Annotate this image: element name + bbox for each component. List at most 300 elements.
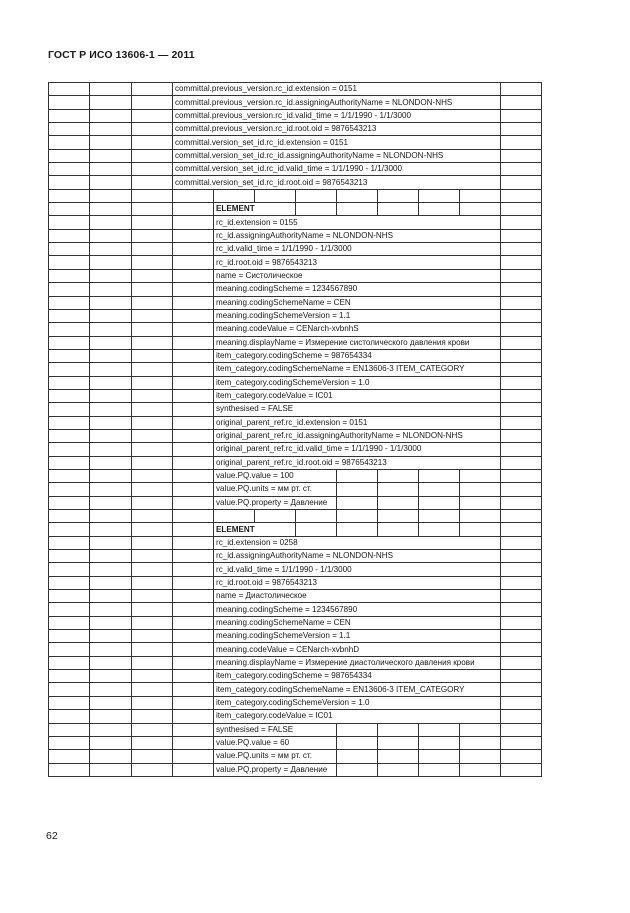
table-cell xyxy=(501,590,542,603)
table-cell xyxy=(90,323,132,336)
table-cell xyxy=(49,216,90,229)
table-cell xyxy=(501,416,542,429)
table-row xyxy=(49,283,542,296)
table-cell xyxy=(501,736,542,749)
table-cell xyxy=(173,710,214,723)
table-cell xyxy=(337,510,378,523)
table-cell xyxy=(90,309,132,322)
table-cell xyxy=(501,523,542,536)
table-cell-text: rc_id.assigningAuthorityName = NLONDON-NHS xyxy=(214,229,501,242)
table-cell xyxy=(419,189,460,202)
table-cell xyxy=(255,189,296,202)
table-cell xyxy=(90,550,132,563)
table-cell xyxy=(90,83,132,96)
table-cell xyxy=(49,603,90,616)
table-cell xyxy=(501,563,542,576)
table-row xyxy=(49,176,542,189)
table-cell xyxy=(90,656,132,669)
table-cell xyxy=(419,523,460,536)
table-cell xyxy=(378,723,419,736)
table-cell xyxy=(173,216,214,229)
table-cell-text: meaning.displayName = Измерение диастолического давления крови xyxy=(214,656,501,669)
table-cell xyxy=(173,269,214,282)
table-cell xyxy=(90,443,132,456)
table-cell xyxy=(132,203,173,216)
table-row xyxy=(49,643,542,656)
table-cell xyxy=(501,750,542,763)
table-cell xyxy=(337,750,378,763)
table-cell xyxy=(49,363,90,376)
table-cell xyxy=(90,456,132,469)
data-table xyxy=(48,82,542,777)
table-cell xyxy=(173,203,214,216)
document-header: ГОСТ Р ИСО 13606-1 — 2011 xyxy=(48,49,195,61)
table-cell xyxy=(132,283,173,296)
table-cell xyxy=(173,656,214,669)
table-cell xyxy=(173,643,214,656)
table-cell xyxy=(132,536,173,549)
table-cell xyxy=(132,189,173,202)
table-row xyxy=(49,256,542,269)
table-row xyxy=(49,630,542,643)
table-cell-text: rc_id.root.oid = 9876543213 xyxy=(214,256,501,269)
table-cell xyxy=(173,496,214,509)
table-cell xyxy=(132,229,173,242)
table-cell xyxy=(173,189,214,202)
table-cell-text: committal.version_set_id.rc_id.valid_time = 1/1/1990 - 1/1/3000 xyxy=(173,163,501,176)
table-cell xyxy=(337,723,378,736)
table-cell-text: committal.previous_version.rc_id.valid_time = 1/1/1990 - 1/1/3000 xyxy=(173,109,501,122)
table-cell xyxy=(378,189,419,202)
table-cell xyxy=(419,510,460,523)
table-cell xyxy=(132,336,173,349)
table-cell xyxy=(173,630,214,643)
table-cell xyxy=(49,403,90,416)
table-row xyxy=(49,163,542,176)
table-cell-text: value.PQ.units = мм рт. ст. xyxy=(214,750,337,763)
table-row xyxy=(49,269,542,282)
table-cell xyxy=(173,309,214,322)
table-cell xyxy=(132,670,173,683)
table-cell xyxy=(132,469,173,482)
table-cell-text: value.PQ.units = мм рт. ст. xyxy=(214,483,337,496)
table-cell xyxy=(173,456,214,469)
table-cell xyxy=(173,536,214,549)
table-cell xyxy=(90,536,132,549)
table-cell xyxy=(49,763,90,776)
table-cell xyxy=(90,429,132,442)
table-cell xyxy=(460,723,501,736)
table-cell xyxy=(132,296,173,309)
table-cell xyxy=(173,510,214,523)
table-cell-text: name = Диастолическое xyxy=(214,590,501,603)
table-cell xyxy=(173,670,214,683)
table-cell xyxy=(378,469,419,482)
table-cell xyxy=(296,523,337,536)
table-cell xyxy=(132,443,173,456)
table-cell xyxy=(49,176,90,189)
table-cell xyxy=(173,256,214,269)
table-cell xyxy=(460,736,501,749)
table-cell xyxy=(460,203,501,216)
table-row xyxy=(49,576,542,589)
table-cell xyxy=(132,456,173,469)
table-row xyxy=(49,496,542,509)
table-cell xyxy=(90,216,132,229)
table-cell xyxy=(49,309,90,322)
table-cell xyxy=(49,469,90,482)
table-cell xyxy=(173,616,214,629)
table-row xyxy=(49,456,542,469)
table-cell xyxy=(173,229,214,242)
table-cell xyxy=(90,403,132,416)
table-cell xyxy=(90,296,132,309)
page-number: 62 xyxy=(46,830,58,842)
table-cell xyxy=(173,723,214,736)
table-cell xyxy=(132,149,173,162)
table-row xyxy=(49,309,542,322)
table-cell-text: rc_id.extension = 0258 xyxy=(214,536,501,549)
table-row xyxy=(49,469,542,482)
table-row xyxy=(49,670,542,683)
table-cell xyxy=(501,363,542,376)
table-cell xyxy=(460,189,501,202)
table-cell xyxy=(173,403,214,416)
table-cell xyxy=(378,510,419,523)
table-cell xyxy=(49,149,90,162)
table-row xyxy=(49,243,542,256)
table-cell-text: original_parent_ref.rc_id.extension = 0151 xyxy=(214,416,501,429)
table-cell xyxy=(501,670,542,683)
table-cell xyxy=(501,443,542,456)
table-cell xyxy=(501,550,542,563)
table-cell xyxy=(132,363,173,376)
table-cell xyxy=(255,510,296,523)
table-row xyxy=(49,603,542,616)
table-cell xyxy=(337,483,378,496)
table-row xyxy=(49,349,542,362)
table-cell xyxy=(419,723,460,736)
table-cell xyxy=(501,656,542,669)
table-cell xyxy=(296,203,337,216)
table-cell xyxy=(501,336,542,349)
table-cell xyxy=(90,576,132,589)
table-cell xyxy=(90,416,132,429)
table-cell-text: rc_id.valid_time = 1/1/1990 - 1/1/3000 xyxy=(214,563,501,576)
table-cell-text: value.PQ.property = Давление xyxy=(214,763,337,776)
table-cell xyxy=(132,736,173,749)
table-cell xyxy=(173,750,214,763)
table-cell xyxy=(90,763,132,776)
table-cell xyxy=(132,269,173,282)
table-cell-text: meaning.displayName = Измерение систолического давления крови xyxy=(214,336,501,349)
table-cell xyxy=(132,683,173,696)
table-cell xyxy=(132,123,173,136)
table-cell xyxy=(501,269,542,282)
table-cell xyxy=(501,229,542,242)
table-cell xyxy=(378,736,419,749)
table-cell xyxy=(501,429,542,442)
table-cell xyxy=(501,243,542,256)
table-cell xyxy=(419,736,460,749)
table-row xyxy=(49,736,542,749)
table-cell xyxy=(49,189,90,202)
table-cell xyxy=(90,496,132,509)
table-cell-text: committal.previous_version.rc_id.extension = 0151 xyxy=(173,83,501,96)
table-cell xyxy=(132,109,173,122)
table-cell xyxy=(49,643,90,656)
table-cell xyxy=(132,710,173,723)
table-cell xyxy=(90,723,132,736)
table-cell-text: meaning.codeValue = CENarch-xvbnhD xyxy=(214,643,501,656)
table-cell-text: synthesised = FALSE xyxy=(214,403,501,416)
table-row xyxy=(49,296,542,309)
table-cell xyxy=(90,750,132,763)
table-cell xyxy=(501,616,542,629)
table-cell xyxy=(90,336,132,349)
table-cell-text: value.PQ.value = 100 xyxy=(214,469,337,482)
table-cell xyxy=(378,203,419,216)
table-cell xyxy=(337,203,378,216)
table-cell xyxy=(501,283,542,296)
table-cell xyxy=(132,550,173,563)
table-cell xyxy=(132,416,173,429)
table-row xyxy=(49,483,542,496)
table-cell xyxy=(90,256,132,269)
table-row xyxy=(49,149,542,162)
table-cell-text: item_category.codingSchemeVersion = 1.0 xyxy=(214,376,501,389)
table-cell xyxy=(173,416,214,429)
table-row xyxy=(49,550,542,563)
table-cell xyxy=(49,283,90,296)
table-cell-text: original_parent_ref.rc_id.valid_time = 1/1/1990 - 1/1/3000 xyxy=(214,443,501,456)
table-cell xyxy=(49,243,90,256)
table-cell xyxy=(173,736,214,749)
table-cell xyxy=(49,96,90,109)
table-cell xyxy=(132,523,173,536)
table-cell xyxy=(173,683,214,696)
table-cell xyxy=(49,136,90,149)
table-cell xyxy=(501,176,542,189)
table-cell xyxy=(173,443,214,456)
table-cell xyxy=(501,83,542,96)
table-cell xyxy=(501,389,542,402)
table-cell xyxy=(378,483,419,496)
table-cell xyxy=(132,656,173,669)
table-cell xyxy=(419,763,460,776)
table-cell xyxy=(501,536,542,549)
table-cell-text: committal.previous_version.rc_id.assigningAuthorityName = NLONDON-NHS xyxy=(173,96,501,109)
table-cell xyxy=(49,723,90,736)
table-cell xyxy=(90,243,132,256)
table-cell xyxy=(90,363,132,376)
table-cell xyxy=(173,576,214,589)
table-cell xyxy=(501,256,542,269)
table-cell-text: item_category.codeValue = IC01 xyxy=(214,389,501,402)
table-row xyxy=(49,683,542,696)
table-cell xyxy=(90,710,132,723)
table-cell xyxy=(460,523,501,536)
table-cell xyxy=(501,683,542,696)
table-cell xyxy=(90,229,132,242)
table-cell xyxy=(49,736,90,749)
table-cell-text: original_parent_ref.rc_id.root.oid = 9876543213 xyxy=(214,456,501,469)
table-cell xyxy=(173,469,214,482)
table-cell xyxy=(501,349,542,362)
table-cell xyxy=(296,510,337,523)
table-cell xyxy=(49,576,90,589)
table-row xyxy=(49,229,542,242)
table-cell xyxy=(90,563,132,576)
table-cell xyxy=(132,403,173,416)
table-cell xyxy=(173,389,214,402)
table-cell xyxy=(90,189,132,202)
table-cell xyxy=(49,376,90,389)
table-cell-text: name = Систолическое xyxy=(214,269,501,282)
table-row xyxy=(49,403,542,416)
table-cell-text: item_category.codingSchemeName = EN13606-3 ITEM_CATEGORY xyxy=(214,363,501,376)
table-cell-text: meaning.codingScheme = 1234567890 xyxy=(214,603,501,616)
table-cell xyxy=(90,483,132,496)
table-cell xyxy=(337,736,378,749)
table-cell-text: item_category.codingSchemeName = EN13606-3 ITEM_CATEGORY xyxy=(214,683,501,696)
table-cell xyxy=(49,630,90,643)
table-row xyxy=(49,83,542,96)
table-cell xyxy=(49,456,90,469)
table-cell xyxy=(501,109,542,122)
table-cell-text: item_category.codingScheme = 987654334 xyxy=(214,349,501,362)
table-row xyxy=(49,136,542,149)
table-row xyxy=(49,389,542,402)
table-cell xyxy=(49,483,90,496)
table-cell xyxy=(419,483,460,496)
table-cell xyxy=(49,710,90,723)
table-cell xyxy=(501,603,542,616)
table-cell xyxy=(501,123,542,136)
table-cell xyxy=(49,496,90,509)
table-cell xyxy=(90,696,132,709)
table-cell xyxy=(173,563,214,576)
table-cell xyxy=(90,683,132,696)
table-cell-text: rc_id.root.oid = 9876543213 xyxy=(214,576,501,589)
table-cell-text: original_parent_ref.rc_id.assigningAuthorityName = NLONDON-NHS xyxy=(214,429,501,442)
table-row xyxy=(49,323,542,336)
table-cell xyxy=(378,750,419,763)
table-cell-text: item_category.codeValue = IC01 xyxy=(214,710,501,723)
table-cell xyxy=(90,176,132,189)
table-row xyxy=(49,216,542,229)
table-cell xyxy=(173,696,214,709)
table-cell-text: meaning.codeValue = CENarch-xvbnhS xyxy=(214,323,501,336)
table-cell xyxy=(501,323,542,336)
table-cell xyxy=(296,189,337,202)
table-cell xyxy=(501,163,542,176)
table-cell xyxy=(460,763,501,776)
table-cell xyxy=(49,83,90,96)
table-cell-text: rc_id.valid_time = 1/1/1990 - 1/1/3000 xyxy=(214,243,501,256)
table-row xyxy=(49,763,542,776)
table-cell xyxy=(501,510,542,523)
table-row xyxy=(49,510,542,523)
table-cell xyxy=(49,683,90,696)
table-cell xyxy=(132,389,173,402)
table-cell xyxy=(337,523,378,536)
table-cell xyxy=(90,123,132,136)
table-cell xyxy=(132,616,173,629)
table-cell-text: value.PQ.property = Давление xyxy=(214,496,337,509)
table-cell xyxy=(337,469,378,482)
table-cell xyxy=(337,189,378,202)
table-cell xyxy=(49,750,90,763)
table-cell xyxy=(173,483,214,496)
table-cell xyxy=(419,203,460,216)
table-cell xyxy=(173,336,214,349)
table-cell xyxy=(49,550,90,563)
table-row xyxy=(49,750,542,763)
table-cell xyxy=(132,603,173,616)
table-cell-text: meaning.codingScheme = 1234567890 xyxy=(214,283,501,296)
table-cell xyxy=(49,536,90,549)
table-cell xyxy=(214,510,255,523)
table-cell xyxy=(214,189,255,202)
table-cell xyxy=(132,163,173,176)
table-cell xyxy=(49,336,90,349)
table-cell xyxy=(501,643,542,656)
table-row xyxy=(49,96,542,109)
table-row xyxy=(49,616,542,629)
table-cell xyxy=(90,109,132,122)
table-cell xyxy=(173,550,214,563)
table-cell xyxy=(132,496,173,509)
table-cell xyxy=(419,496,460,509)
table-cell xyxy=(173,763,214,776)
table-cell xyxy=(501,456,542,469)
table-row xyxy=(49,363,542,376)
table-cell xyxy=(501,376,542,389)
table-cell xyxy=(132,696,173,709)
table-cell xyxy=(90,269,132,282)
table-cell xyxy=(132,510,173,523)
table-cell xyxy=(49,510,90,523)
table-cell-text: committal.version_set_id.rc_id.extension = 0151 xyxy=(173,136,501,149)
table-cell xyxy=(132,323,173,336)
table-cell xyxy=(132,429,173,442)
table-cell-text: item_category.codingSchemeVersion = 1.0 xyxy=(214,696,501,709)
table-row xyxy=(49,109,542,122)
table-cell-text: ELEMENT xyxy=(214,203,296,216)
table-cell xyxy=(49,670,90,683)
table-row xyxy=(49,123,542,136)
table-cell xyxy=(501,296,542,309)
table-cell xyxy=(132,256,173,269)
table-cell xyxy=(49,323,90,336)
table-cell-text: ELEMENT xyxy=(214,523,296,536)
table-cell xyxy=(132,176,173,189)
table-row xyxy=(49,696,542,709)
table-cell xyxy=(90,670,132,683)
table-cell xyxy=(90,523,132,536)
table-cell xyxy=(49,203,90,216)
table-cell xyxy=(378,763,419,776)
table-cell xyxy=(419,469,460,482)
table-cell xyxy=(501,96,542,109)
table-cell xyxy=(90,389,132,402)
table-cell-text: rc_id.extension = 0155 xyxy=(214,216,501,229)
table-cell xyxy=(132,563,173,576)
table-cell xyxy=(49,523,90,536)
table-cell xyxy=(501,710,542,723)
table-cell xyxy=(501,149,542,162)
